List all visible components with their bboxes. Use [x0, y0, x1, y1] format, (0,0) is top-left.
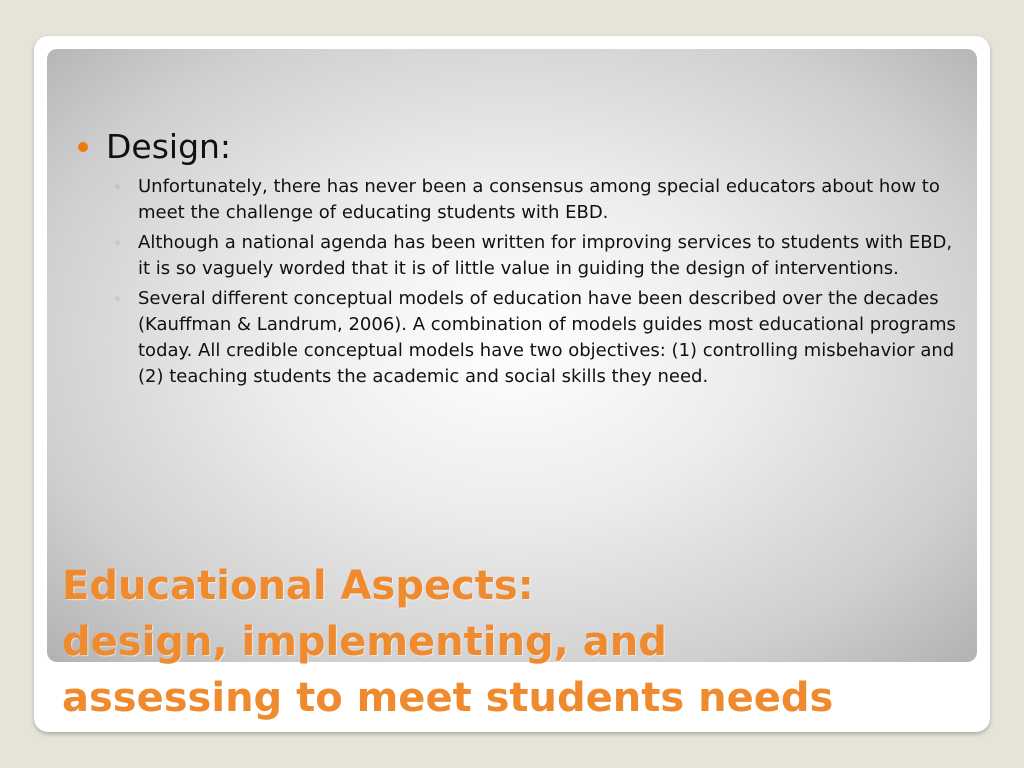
sub-bullet-icon: ◦ — [114, 236, 122, 250]
title-line: Educational Aspects: — [62, 563, 534, 609]
sub-bullet-icon: ◦ — [114, 180, 122, 194]
title-line: design, implementing, and — [62, 619, 667, 665]
sub-bullet-item — [114, 174, 968, 226]
slide-title — [62, 558, 1002, 726]
title-line: assessing to meet students needs — [62, 675, 834, 721]
bullet-heading: Design: — [106, 127, 232, 166]
sub-bullet-text: Although a national agenda has been written for improving services to students with EBD, it is so vaguely worded that it is of little value in guiding the design of interventions. — [138, 232, 953, 279]
bullet-dot-icon — [78, 142, 88, 152]
sub-bullet-text: Unfortunately, there has never been a consensus among special educators about how to meet the challenge of educating students with EBD. — [138, 176, 940, 223]
sub-bullet-item — [114, 286, 968, 390]
sub-bullet-list — [78, 174, 968, 390]
sub-bullet-icon: ◦ — [114, 292, 122, 306]
slide-body — [78, 126, 968, 394]
sub-bullet-item — [114, 230, 968, 282]
bullet-design — [78, 126, 968, 168]
sub-bullet-text: Several different conceptual models of education have been described over the decades (Kauffman & Landrum, 2006). A combination of models guides most educational programs today. All credible conceptual models have two objectives: (1) controlling misbehavior and (2) teaching students the academic and social skills they need. — [138, 288, 956, 387]
